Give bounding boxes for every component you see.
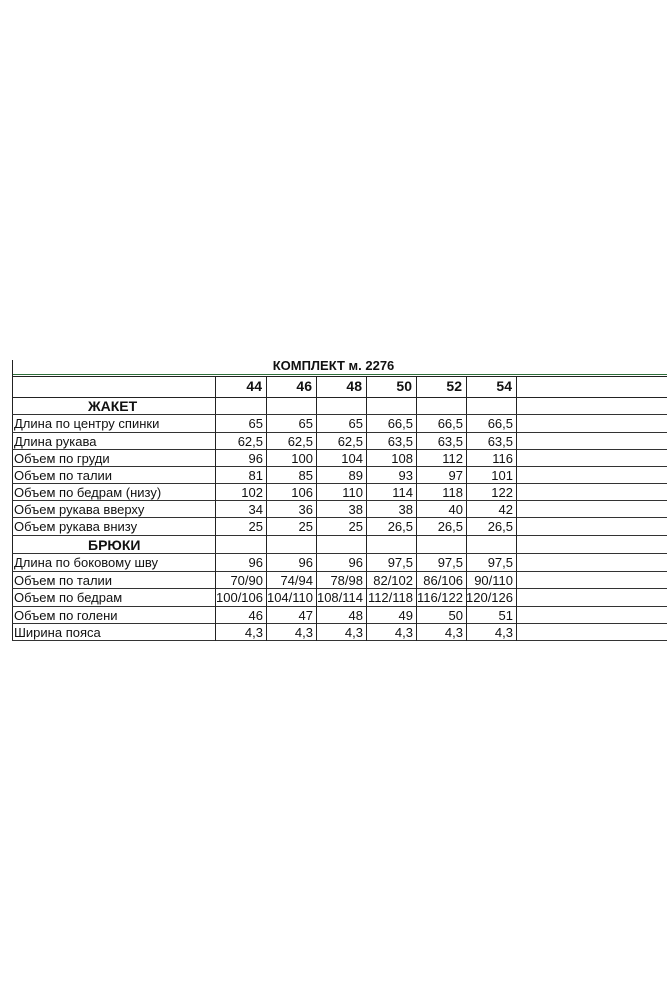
- row-value: 96: [248, 555, 263, 570]
- grid-line: [12, 640, 667, 641]
- row-value: 63,5: [437, 434, 463, 449]
- row-value: 89: [348, 468, 363, 483]
- row-value: 4,3: [394, 625, 413, 640]
- grid-line: [12, 553, 667, 554]
- row-label: Объем по груди: [14, 451, 110, 466]
- table-title: КОМПЛЕКТ м. 2276: [272, 358, 395, 373]
- row-value: 26,5: [437, 519, 463, 534]
- row-value: 100/106: [216, 590, 263, 605]
- grid-line: [366, 376, 367, 641]
- row-value: 63,5: [387, 434, 413, 449]
- row-value: 81: [248, 468, 263, 483]
- grid-line: [466, 376, 467, 641]
- row-value: 65: [248, 416, 263, 431]
- row-label: Объем рукава вверху: [14, 502, 145, 517]
- grid-line: [416, 376, 417, 641]
- grid-line: [215, 376, 216, 641]
- row-label: Объем по талии: [14, 573, 113, 588]
- row-value: 116/122: [416, 590, 463, 605]
- section-title: БРЮКИ: [88, 537, 141, 553]
- row-value: 47: [298, 608, 313, 623]
- row-value: 66,5: [387, 416, 413, 431]
- grid-line: [12, 374, 667, 375]
- row-value: 25: [248, 519, 263, 534]
- section-title: ЖАКЕТ: [88, 398, 138, 414]
- row-value: 38: [348, 502, 363, 517]
- row-value: 25: [298, 519, 313, 534]
- row-value: 66,5: [437, 416, 463, 431]
- size-header-52: 52: [446, 378, 462, 394]
- row-value: 102: [241, 485, 263, 500]
- row-value: 120/126: [466, 590, 513, 605]
- row-value: 101: [491, 468, 513, 483]
- row-value: 93: [398, 468, 413, 483]
- row-value: 104/110: [266, 590, 313, 605]
- row-value: 122: [491, 485, 513, 500]
- grid-line: [12, 535, 667, 536]
- row-label: Объем по бедрам: [14, 590, 123, 605]
- row-value: 74/94: [280, 573, 313, 588]
- row-value: 112/118: [367, 590, 413, 605]
- size-header-48: 48: [346, 378, 362, 394]
- row-value: 26,5: [387, 519, 413, 534]
- row-value: 65: [348, 416, 363, 431]
- row-value: 42: [498, 502, 513, 517]
- row-value: 34: [248, 502, 263, 517]
- row-value: 96: [248, 451, 263, 466]
- size-header-46: 46: [296, 378, 312, 394]
- size-header-54: 54: [496, 378, 512, 394]
- row-value: 26,5: [487, 519, 513, 534]
- row-value: 40: [448, 502, 463, 517]
- grid-line: [516, 376, 517, 641]
- row-value: 78/98: [330, 573, 363, 588]
- row-value: 4,3: [294, 625, 313, 640]
- row-value: 36: [298, 502, 313, 517]
- row-value: 49: [398, 608, 413, 623]
- row-value: 4,3: [244, 625, 263, 640]
- row-value: 112: [442, 451, 463, 466]
- row-value: 38: [398, 502, 413, 517]
- row-value: 97: [448, 468, 463, 483]
- row-value: 70/90: [230, 573, 263, 588]
- row-value: 62,5: [337, 434, 363, 449]
- row-value: 62,5: [237, 434, 263, 449]
- row-value: 108/114: [316, 590, 363, 605]
- row-label: Длина по боковому шву: [14, 555, 159, 570]
- row-label: Объем по бедрам (низу): [14, 485, 162, 500]
- row-value: 48: [348, 608, 363, 623]
- row-value: 66,5: [487, 416, 513, 431]
- row-value: 86/106: [423, 573, 463, 588]
- row-value: 106: [291, 485, 313, 500]
- row-value: 50: [448, 608, 463, 623]
- row-value: 114: [392, 485, 413, 500]
- grid-line: [12, 414, 667, 415]
- row-label: Длина рукава: [14, 434, 97, 449]
- row-value: 97,5: [487, 555, 513, 570]
- row-value: 63,5: [487, 434, 513, 449]
- row-label: Длина по центру спинки: [14, 416, 160, 431]
- grid-line: [12, 376, 667, 377]
- row-value: 116: [492, 451, 513, 466]
- grid-line: [266, 376, 267, 641]
- row-value: 110: [342, 485, 363, 500]
- row-value: 118: [442, 485, 463, 500]
- row-value: 62,5: [287, 434, 313, 449]
- row-value: 97,5: [387, 555, 413, 570]
- row-value: 4,3: [494, 625, 513, 640]
- row-value: 104: [341, 451, 363, 466]
- row-value: 85: [298, 468, 313, 483]
- row-value: 108: [391, 451, 413, 466]
- row-value: 100: [291, 451, 313, 466]
- row-value: 46: [248, 608, 263, 623]
- row-value: 96: [298, 555, 313, 570]
- row-value: 4,3: [444, 625, 463, 640]
- row-value: 82/102: [373, 573, 413, 588]
- row-label: Ширина пояса: [14, 625, 101, 640]
- row-label: Объем по голени: [14, 608, 118, 623]
- grid-line: [316, 376, 317, 641]
- size-header-44: 44: [246, 378, 262, 394]
- size-header-50: 50: [396, 378, 412, 394]
- row-value: 65: [298, 416, 313, 431]
- row-label: Объем рукава внизу: [14, 519, 138, 534]
- row-value: 97,5: [437, 555, 463, 570]
- row-value: 96: [348, 555, 363, 570]
- row-value: 25: [348, 519, 363, 534]
- row-value: 4,3: [344, 625, 363, 640]
- row-value: 90/110: [474, 573, 513, 588]
- row-value: 51: [498, 608, 513, 623]
- row-label: Объем по талии: [14, 468, 113, 483]
